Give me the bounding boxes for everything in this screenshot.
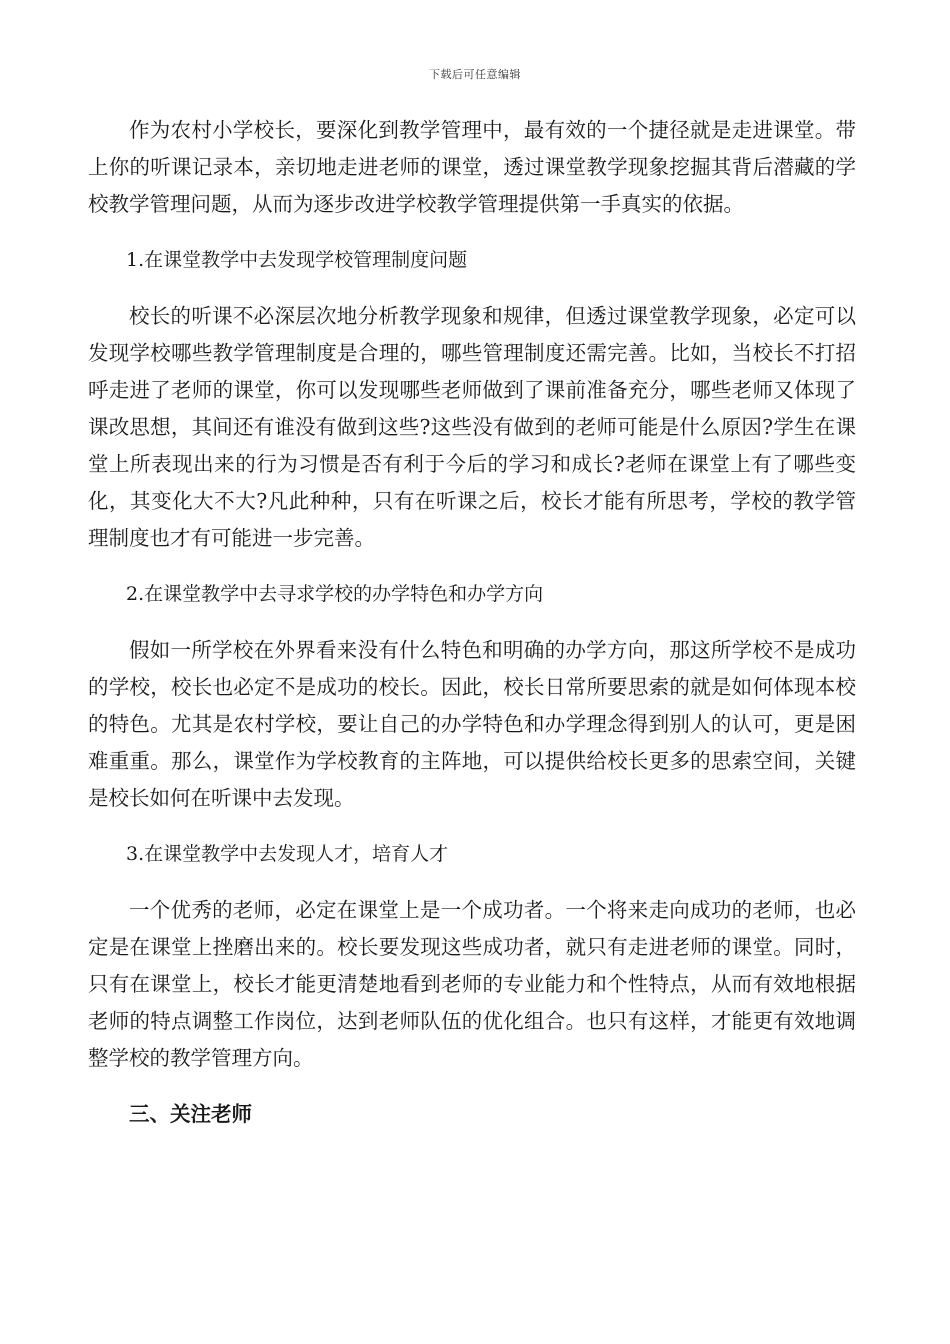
subheading-3: 3.在课堂教学中去发现人才，培育人才 bbox=[126, 843, 449, 865]
subheading-2: 2.在课堂教学中去寻求学校的办学特色和办学方向 bbox=[126, 583, 544, 605]
subheading-1: 1.在课堂教学中去发现学校管理制度问题 bbox=[126, 249, 468, 271]
section-heading-3: 三、关注老师 bbox=[129, 1102, 252, 1126]
paragraph-school-features: 假如一所学校在外界看来没有什么特色和明确的办学方向，那这所学校不是成功的学校，校长也必定不是成功的校长。因此，校长日常所要思索的就是如何体现本校的特色。尤其是农村学校，要让自己的办学特色和办学理念得到别人的认可，更是困难重重。那么，课堂作为学校教育的主阵地，可以提供给校长更多的思索空间，关键是校长如何在听课中去发现。 bbox=[88, 638, 856, 810]
paragraph-intro: 作为农村小学校长，要深化到教学管理中，最有效的一个捷径就是走进课堂。带上你的听课记录本，亲切地走进老师的课堂，透过课堂教学现象挖掘其背后潜藏的学校教学管理问题，从而为逐步改进学校教学管理提供第一手真实的依据。 bbox=[88, 118, 856, 216]
page-header: 下载后可任意编辑 bbox=[429, 68, 521, 81]
paragraph-talent: 一个优秀的老师，必定在课堂上是一个成功者。一个将来走向成功的老师，也必定是在课堂上挫磨出来的。校长要发现这些成功者，就只有走进老师的课堂。同时，只有在课堂上，校长才能更清楚地看到老师的专业能力和个性特点，从而有效地根据老师的特点调整工作岗位，达到老师队伍的优化组合。也只有这样，才能更有效地调整学校的教学管理方向。 bbox=[88, 898, 856, 1070]
paragraph-management-system: 校长的听课不必深层次地分析教学现象和规律，但透过课堂教学现象，必定可以发现学校哪些教学管理制度是合理的，哪些管理制度还需完善。比如，当校长不打招呼走进了老师的课堂，你可以发现哪些老师做到了课前准备充分，哪些老师又体现了课改思想，其间还有谁没有做到这些?这些没有做到的老师可能是什么原因?学生在课堂上所表现出来的行为习惯是否有利于今后的学习和成长?老师在课堂上有了哪些变化，其变化大不大?凡此种种，只有在听课之后，校长才能有所思考，学校的教学管理制度也才有可能进一步完善。 bbox=[88, 304, 856, 550]
document-body bbox=[88, 112, 856, 1133]
